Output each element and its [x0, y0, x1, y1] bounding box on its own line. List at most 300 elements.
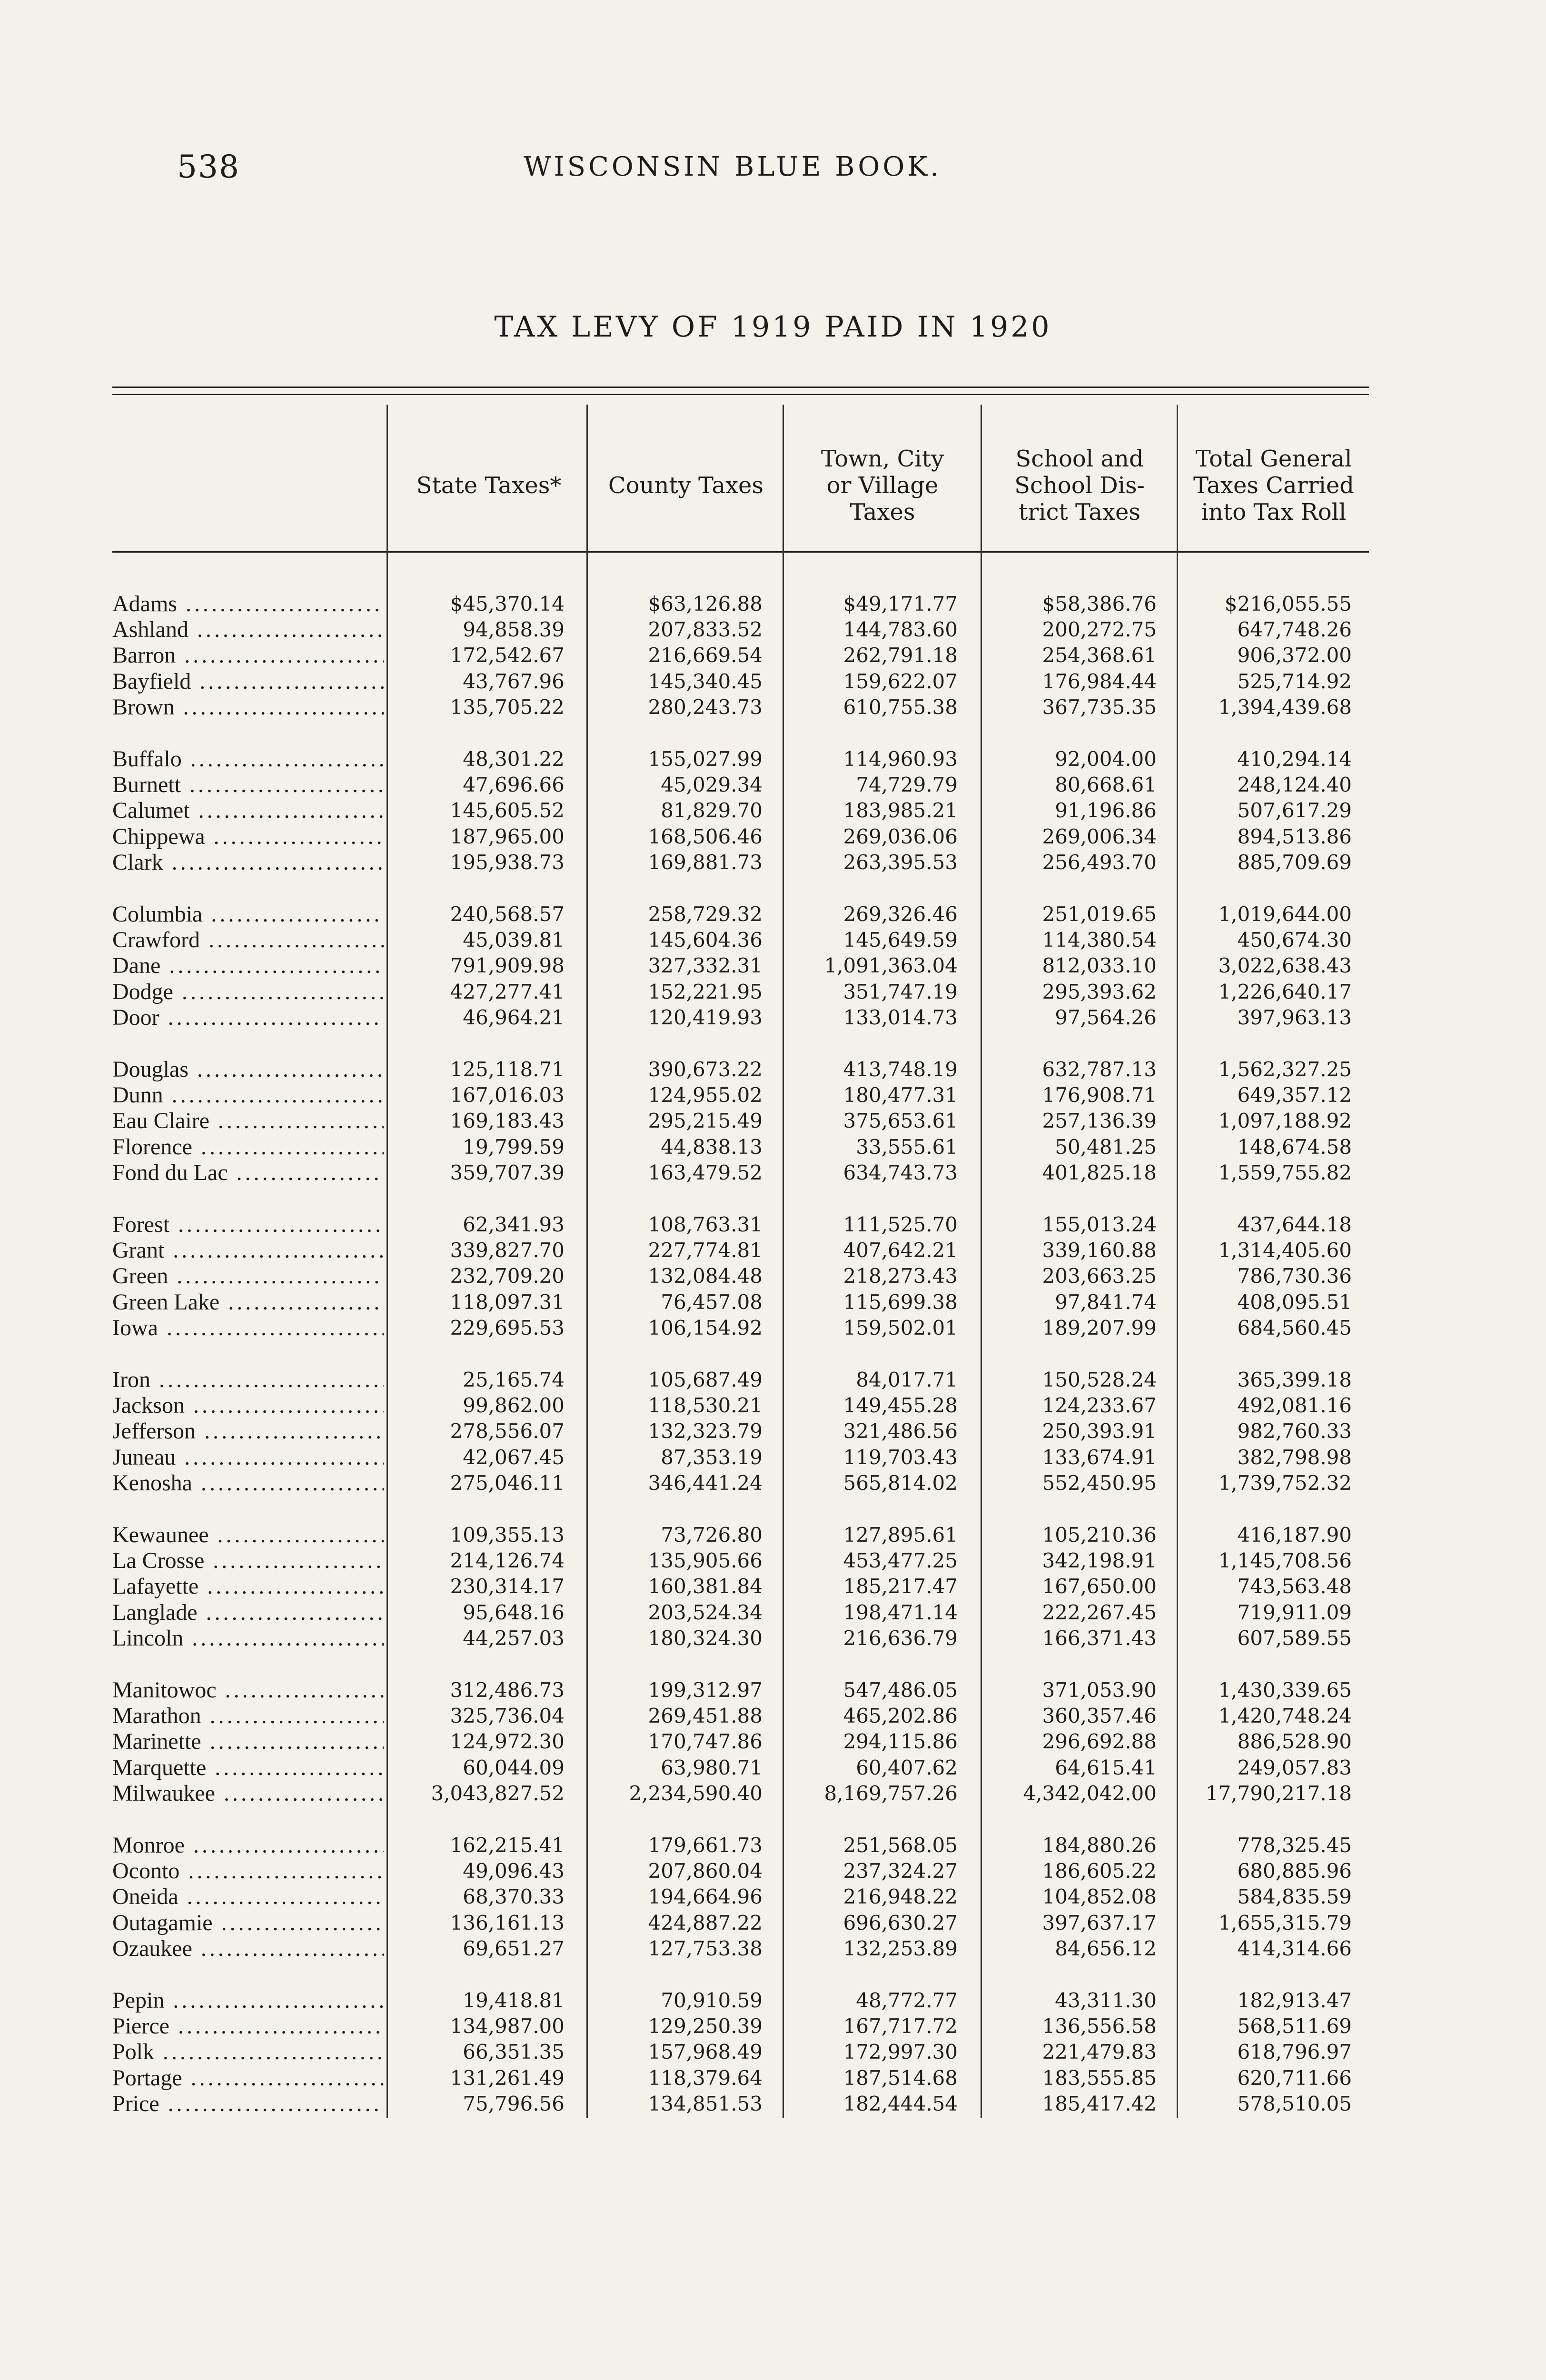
county-name: Jefferson .....	[112, 1418, 384, 1444]
tax-value-cell: 152,221.95	[648, 980, 763, 1003]
tax-value-cell: 45,039.81	[463, 928, 565, 952]
tax-value-cell: 76,457.08	[661, 1290, 763, 1314]
tax-value-cell: 906,372.00	[1237, 644, 1352, 667]
county-name: Jackson .....	[112, 1393, 384, 1418]
tax-value-cell: 1,091,363.04	[824, 954, 958, 978]
tax-value-cell: 134,987.00	[450, 2014, 565, 2038]
tax-value-cell: 97,841.74	[1055, 1290, 1157, 1314]
tax-value-cell: 390,673.22	[648, 1058, 763, 1081]
tax-value-cell: 169,881.73	[648, 850, 763, 874]
tax-value-cell: 170,747.86	[648, 1730, 763, 1754]
table-row	[0, 1134, 1546, 1160]
tax-value-cell: 145,649.59	[843, 928, 958, 952]
tax-value-cell: 568,511.69	[1237, 2014, 1352, 2038]
county-name: Chippewa .....	[112, 824, 384, 850]
tax-value-cell: 325,736.04	[450, 1704, 565, 1728]
tax-value-cell: 275,046.11	[450, 1471, 565, 1495]
tax-value-cell: 578,510.05	[1237, 2092, 1352, 2115]
tax-value-cell: 365,399.18	[1237, 1368, 1352, 1391]
tax-value-cell: 465,202.86	[843, 1704, 958, 1728]
county-name: Lincoln .....	[112, 1626, 384, 1651]
tax-value-cell: 359,707.39	[450, 1160, 565, 1184]
tax-value-cell: 94,858.39	[463, 618, 565, 642]
tax-value-cell: 129,250.39	[648, 2014, 763, 2038]
tax-value-cell: 251,019.65	[1042, 902, 1157, 926]
tax-value-cell: 424,887.22	[648, 1911, 763, 1934]
header-total-general-taxes: Total General Taxes Carried into Tax Roll	[1193, 446, 1354, 526]
header-county-taxes: County Taxes	[608, 472, 764, 499]
county-name: Kewaunee .....	[112, 1522, 384, 1548]
tax-value-cell: 8,169,757.26	[824, 1781, 958, 1805]
county-name: Dunn .....	[112, 1082, 384, 1108]
tax-value-cell: 105,210.36	[1042, 1523, 1157, 1547]
tax-value-cell: 108,763.31	[648, 1213, 763, 1236]
tax-value-cell: 127,895.61	[843, 1523, 958, 1547]
table-row	[0, 1108, 1546, 1134]
tax-value-cell: 295,215.49	[648, 1109, 763, 1133]
tax-value-cell: 33,555.61	[856, 1135, 958, 1159]
tax-value-cell: 886,528.90	[1237, 1730, 1352, 1754]
tax-value-cell: 1,019,644.00	[1218, 902, 1352, 926]
tax-value-cell: 19,418.81	[463, 1989, 565, 2012]
table-row	[0, 1522, 1546, 1548]
tax-value-cell: 227,774.81	[648, 1239, 763, 1262]
tax-value-cell: 127,753.38	[648, 1936, 763, 1960]
header-town-city-village-taxes: Town, City or Village Taxes	[821, 446, 944, 526]
tax-value-cell: 132,253.89	[843, 1936, 958, 1960]
tax-value-cell: 492,081.16	[1237, 1394, 1352, 1418]
table-row	[0, 1289, 1546, 1315]
tax-value-cell: 114,380.54	[1042, 928, 1157, 952]
tax-value-cell: 118,097.31	[450, 1290, 565, 1314]
tax-value-cell: 144,783.60	[843, 618, 958, 642]
tax-value-cell: 187,514.68	[843, 2066, 958, 2090]
tax-value-cell: 375,653.61	[843, 1109, 958, 1133]
county-name: Crawford .....	[112, 927, 384, 953]
tax-value-cell: 135,705.22	[450, 695, 565, 719]
tax-value-cell: 346,441.24	[648, 1471, 763, 1495]
county-name: Dodge .....	[112, 979, 384, 1005]
tax-value-cell: 397,637.17	[1042, 1911, 1157, 1934]
table-row	[0, 1212, 1546, 1238]
county-name: Eau Claire .....	[112, 1108, 384, 1134]
tax-value-cell: 166,371.43	[1042, 1626, 1157, 1650]
tax-value-cell: 48,301.22	[463, 747, 565, 771]
tax-value-cell: 183,985.21	[843, 799, 958, 823]
tax-value-cell: 437,644.18	[1237, 1213, 1352, 1236]
tax-value-cell: 453,477.25	[843, 1549, 958, 1573]
county-name: Green .....	[112, 1263, 384, 1289]
table-row	[0, 2013, 1546, 2039]
tax-value-cell: 91,196.86	[1055, 799, 1157, 823]
tax-value-cell: 74,729.79	[856, 773, 958, 797]
tax-value-cell: 19,799.59	[463, 1135, 565, 1159]
tax-value-cell: 216,948.22	[843, 1885, 958, 1909]
tax-value-cell: 42,067.45	[463, 1445, 565, 1469]
tax-value-cell: 1,559,755.82	[1218, 1160, 1352, 1184]
county-name: Marathon .....	[112, 1703, 384, 1729]
table-row	[0, 643, 1546, 668]
county-name: Iron .....	[112, 1367, 384, 1393]
tax-value-cell: 187,965.00	[450, 824, 565, 848]
tax-value-cell: 133,674.91	[1042, 1445, 1157, 1469]
table-row	[0, 979, 1546, 1005]
county-name: Dane .....	[112, 953, 384, 979]
tax-value-cell: 75,796.56	[463, 2092, 565, 2115]
table-row	[0, 1574, 1546, 1599]
tax-value-cell: 124,955.02	[648, 1083, 763, 1107]
table-row	[0, 1858, 1546, 1884]
tax-value-cell: 1,226,640.17	[1218, 980, 1352, 1003]
table-row	[0, 1315, 1546, 1341]
tax-value-cell: 182,913.47	[1237, 1989, 1352, 2012]
table-row	[0, 1677, 1546, 1703]
tax-value-cell: 60,407.62	[856, 1755, 958, 1779]
tax-value-cell: 172,997.30	[843, 2040, 958, 2064]
tax-value-cell: 132,084.48	[648, 1264, 763, 1288]
table-row	[0, 591, 1546, 617]
running-head: WISCONSIN BLUE BOOK.	[524, 151, 941, 182]
table-row	[0, 1393, 1546, 1418]
table-row	[0, 1367, 1546, 1393]
tax-value-cell: 414,314.66	[1237, 1936, 1352, 1960]
tax-value-cell: 339,160.88	[1042, 1239, 1157, 1262]
tax-value-cell: 507,617.29	[1237, 799, 1352, 823]
tax-value-cell: 46,964.21	[463, 1005, 565, 1029]
table-row	[0, 1263, 1546, 1289]
tax-value-cell: 185,217.47	[843, 1575, 958, 1598]
tax-value-cell: 1,430,339.65	[1218, 1678, 1352, 1702]
tax-value-cell: 885,709.69	[1237, 850, 1352, 874]
tax-value-cell: 115,699.38	[843, 1290, 958, 1314]
page-number: 538	[177, 149, 240, 185]
tax-value-cell: 416,187.90	[1237, 1523, 1352, 1547]
tax-value-cell: 167,650.00	[1042, 1575, 1157, 1598]
tax-value-cell: 43,311.30	[1055, 1989, 1157, 2012]
tax-value-cell: 49,096.43	[463, 1859, 565, 1883]
tax-value-cell: 327,332.31	[648, 954, 763, 978]
tax-value-cell: 125,118.71	[450, 1058, 565, 1081]
tax-value-cell: 339,827.70	[450, 1239, 565, 1262]
tax-value-cell: 647,748.26	[1237, 618, 1352, 642]
tax-value-cell: $216,055.55	[1224, 592, 1352, 615]
tax-value-cell: 198,471.14	[843, 1600, 958, 1624]
tax-value-cell: 25,165.74	[463, 1368, 565, 1391]
tax-value-cell: 295,393.62	[1042, 980, 1157, 1003]
table-row	[0, 1833, 1546, 1858]
tax-value-cell: 203,663.25	[1042, 1264, 1157, 1288]
tax-value-cell: 185,417.42	[1042, 2092, 1157, 2115]
tax-value-cell: 80,668.61	[1055, 773, 1157, 797]
tax-value-cell: 610,755.38	[843, 695, 958, 719]
county-name: Oneida .....	[112, 1884, 384, 1910]
county-name: Florence .....	[112, 1134, 384, 1160]
tax-value-cell: 132,323.79	[648, 1419, 763, 1443]
tax-value-cell: 618,796.97	[1237, 2040, 1352, 2064]
tax-value-cell: 258,729.32	[648, 902, 763, 926]
tax-value-cell: 257,136.39	[1042, 1109, 1157, 1133]
tax-value-cell: 680,885.96	[1237, 1859, 1352, 1883]
tax-value-cell: 280,243.73	[648, 695, 763, 719]
tax-value-cell: 45,029.34	[661, 773, 763, 797]
tax-value-cell: 1,314,405.60	[1218, 1239, 1352, 1262]
tax-value-cell: 199,312.97	[648, 1678, 763, 1702]
tax-value-cell: 104,852.08	[1042, 1885, 1157, 1909]
tax-value-cell: 4,342,042.00	[1023, 1781, 1157, 1805]
table-row	[0, 617, 1546, 643]
tax-value-cell: 145,340.45	[648, 669, 763, 693]
table-row	[0, 1703, 1546, 1729]
tax-value-cell: $49,171.77	[843, 592, 958, 615]
tax-value-cell: 812,033.10	[1042, 954, 1157, 978]
tax-value-cell: 791,909.98	[450, 954, 565, 978]
tax-value-cell: 118,530.21	[648, 1394, 763, 1418]
tax-value-cell: 410,294.14	[1237, 747, 1352, 771]
tax-value-cell: 149,455.28	[843, 1394, 958, 1418]
county-name: Langlade .....	[112, 1600, 384, 1626]
tax-value-cell: 207,860.04	[648, 1859, 763, 1883]
top-rule-2	[112, 394, 1369, 395]
tax-value-cell: 214,126.74	[450, 1549, 565, 1573]
tax-value-cell: 183,555.85	[1042, 2066, 1157, 2090]
table-row	[0, 772, 1546, 798]
tax-value-cell: 176,984.44	[1042, 669, 1157, 693]
tax-value-cell: 312,486.73	[450, 1678, 565, 1702]
tax-value-cell: 218,273.43	[843, 1264, 958, 1288]
tax-value-cell: 124,972.30	[450, 1730, 565, 1754]
tax-value-cell: 248,124.40	[1237, 773, 1352, 797]
table-row	[0, 1418, 1546, 1444]
tax-value-cell: 155,027.99	[648, 747, 763, 771]
tax-value-cell: 114,960.93	[843, 747, 958, 771]
tax-value-cell: 184,880.26	[1042, 1834, 1157, 1857]
tax-value-cell: 160,381.84	[648, 1575, 763, 1598]
county-name: Lafayette .....	[112, 1574, 384, 1599]
tax-value-cell: 250,393.91	[1042, 1419, 1157, 1443]
county-name: Douglas .....	[112, 1057, 384, 1082]
tax-value-cell: 3,022,638.43	[1218, 954, 1352, 978]
tax-value-cell: 3,043,827.52	[431, 1781, 565, 1805]
county-name: Marquette .....	[112, 1755, 384, 1781]
tax-value-cell: 1,394,439.68	[1218, 695, 1352, 719]
tax-value-cell: 179,661.73	[648, 1834, 763, 1857]
tax-value-cell: 216,636.79	[843, 1626, 958, 1650]
tax-value-cell: 232,709.20	[450, 1264, 565, 1288]
table-row	[0, 1755, 1546, 1781]
table-row	[0, 1729, 1546, 1755]
tax-value-cell: $58,386.76	[1042, 592, 1157, 615]
county-name: Milwaukee .....	[112, 1781, 384, 1806]
tax-value-cell: 525,714.92	[1237, 669, 1352, 693]
tax-value-cell: 360,357.46	[1042, 1704, 1157, 1728]
table-row	[0, 1936, 1546, 1962]
tax-value-cell: 427,277.41	[450, 980, 565, 1003]
header-state-taxes: State Taxes*	[416, 472, 562, 499]
tax-value-cell: 256,493.70	[1042, 850, 1157, 874]
tax-value-cell: 894,513.86	[1237, 824, 1352, 848]
tax-value-cell: 120,419.93	[648, 1005, 763, 1029]
tax-value-cell: 105,687.49	[648, 1368, 763, 1391]
tax-value-cell: 982,760.33	[1237, 1419, 1352, 1443]
tax-value-cell: 397,963.13	[1237, 1005, 1352, 1029]
tax-value-cell: 157,968.49	[648, 2040, 763, 2064]
tax-value-cell: 136,556.58	[1042, 2014, 1157, 2038]
tax-value-cell: 180,324.30	[648, 1626, 763, 1650]
tax-value-cell: 321,486.56	[843, 1419, 958, 1443]
county-name: Fond du Lac .....	[112, 1160, 384, 1186]
tax-value-cell: 162,215.41	[450, 1834, 565, 1857]
tax-value-cell: 649,357.12	[1237, 1083, 1352, 1107]
table-row	[0, 1238, 1546, 1263]
tax-value-cell: 254,368.61	[1042, 644, 1157, 667]
table-row	[0, 1005, 1546, 1031]
county-name: Forest .....	[112, 1212, 384, 1238]
tax-value-cell: 145,604.36	[648, 928, 763, 952]
county-name: Juneau .....	[112, 1445, 384, 1470]
tax-value-cell: 69,651.27	[463, 1936, 565, 1960]
tax-value-cell: 269,036.06	[843, 824, 958, 848]
county-name: Iowa .....	[112, 1315, 384, 1341]
tax-value-cell: 134,851.53	[648, 2092, 763, 2115]
tax-value-cell: 203,524.34	[648, 1600, 763, 1624]
county-name: La Crosse .....	[112, 1548, 384, 1574]
tax-value-cell: 44,257.03	[463, 1626, 565, 1650]
tax-value-cell: 167,717.72	[843, 2014, 958, 2038]
table-row	[0, 2039, 1546, 2065]
tax-value-cell: 1,655,315.79	[1218, 1911, 1352, 1934]
tax-value-cell: 176,908.71	[1042, 1083, 1157, 1107]
table-title	[0, 310, 1546, 344]
county-name: Grant .....	[112, 1238, 384, 1263]
table-row	[0, 798, 1546, 823]
tax-value-cell: 155,013.24	[1042, 1213, 1157, 1236]
table-row	[0, 2091, 1546, 2117]
tax-value-cell: 407,642.21	[843, 1239, 958, 1262]
table-row	[0, 746, 1546, 772]
tax-value-cell: 547,486.05	[843, 1678, 958, 1702]
table-row	[0, 1082, 1546, 1108]
county-name: Kenosha .....	[112, 1470, 384, 1496]
header-school-district-taxes: School and School Dis- trict Taxes	[1014, 446, 1145, 526]
table-row	[0, 1548, 1546, 1574]
tax-value-cell: 251,568.05	[843, 1834, 958, 1857]
tax-value-cell: 133,014.73	[843, 1005, 958, 1029]
top-rule-1	[112, 387, 1369, 388]
tax-value-cell: 194,664.96	[648, 1885, 763, 1909]
tax-value-cell: 167,016.03	[450, 1083, 565, 1107]
county-name: Green Lake .....	[112, 1289, 384, 1315]
tax-value-cell: 64,615.41	[1055, 1755, 1157, 1779]
tax-value-cell: 719,911.09	[1237, 1600, 1352, 1624]
tax-value-cell: 159,622.07	[843, 669, 958, 693]
county-name: Brown .....	[112, 694, 384, 720]
tax-value-cell: 84,017.71	[856, 1368, 958, 1391]
tax-value-cell: 1,145,708.56	[1218, 1549, 1352, 1573]
tax-value-cell: 106,154.92	[648, 1316, 763, 1339]
table-row	[0, 1600, 1546, 1626]
tax-value-cell: 124,233.67	[1042, 1394, 1157, 1418]
table-row	[0, 953, 1546, 979]
tax-value-cell: 62,341.93	[463, 1213, 565, 1236]
tax-value-cell: 237,324.27	[843, 1859, 958, 1883]
tax-value-cell: 182,444.54	[843, 2092, 958, 2115]
tax-value-cell: 1,739,752.32	[1218, 1471, 1352, 1495]
table-row	[0, 1781, 1546, 1806]
county-name: Oconto .....	[112, 1858, 384, 1884]
tax-value-cell: 221,479.83	[1042, 2040, 1157, 2064]
tax-value-cell: 222,267.45	[1042, 1600, 1157, 1624]
tax-value-cell: 408,095.51	[1237, 1290, 1352, 1314]
county-name: Ozaukee .....	[112, 1936, 384, 1962]
table-row	[0, 1160, 1546, 1186]
county-name: Pepin .....	[112, 1988, 384, 2013]
county-name: Marinette .....	[112, 1729, 384, 1755]
tax-value-cell: 263,395.53	[843, 850, 958, 874]
table-row	[0, 669, 1546, 694]
tax-value-cell: 382,798.98	[1237, 1445, 1352, 1469]
county-name: Columbia .....	[112, 902, 384, 927]
table-row	[0, 824, 1546, 850]
tax-value-cell: 68,370.33	[463, 1885, 565, 1909]
tax-value-cell: 99,862.00	[463, 1394, 565, 1418]
tax-value-cell: 135,905.66	[648, 1549, 763, 1573]
tax-value-cell: 1,562,327.25	[1218, 1058, 1352, 1081]
tax-value-cell: 269,326.46	[843, 902, 958, 926]
tax-value-cell: 43,767.96	[463, 669, 565, 693]
county-name: Bayfield .....	[112, 669, 384, 694]
county-name: Ashland .....	[112, 617, 384, 643]
tax-value-cell: 552,450.95	[1042, 1471, 1157, 1495]
tax-value-cell: 450,674.30	[1237, 928, 1352, 952]
table-title-prefix: TAX LEVY OF	[494, 310, 720, 344]
county-name: Calumet .....	[112, 798, 384, 823]
county-name: Outagamie .....	[112, 1910, 384, 1936]
county-name: Pierce .....	[112, 2013, 384, 2039]
tax-value-cell: 684,560.45	[1237, 1316, 1352, 1339]
tax-value-cell: 216,669.54	[648, 644, 763, 667]
table-row	[0, 1910, 1546, 1936]
county-name: Polk .....	[112, 2039, 384, 2065]
tax-value-cell: 351,747.19	[843, 980, 958, 1003]
tax-value-cell: $45,370.14	[450, 592, 565, 615]
tax-value-cell: 401,825.18	[1042, 1160, 1157, 1184]
tax-value-cell: 207,833.52	[648, 618, 763, 642]
table-row	[0, 694, 1546, 720]
tax-value-cell: 342,198.91	[1042, 1549, 1157, 1573]
tax-value-cell: 584,835.59	[1237, 1885, 1352, 1909]
tax-value-cell: 84,656.12	[1055, 1936, 1157, 1960]
county-name: Portage .....	[112, 2065, 384, 2091]
table-row	[0, 1470, 1546, 1496]
county-name: Buffalo .....	[112, 746, 384, 772]
tax-value-cell: 44,838.13	[661, 1135, 763, 1159]
county-name: Price .....	[112, 2091, 384, 2117]
tax-value-cell: 111,525.70	[843, 1213, 958, 1236]
county-name: Door .....	[112, 1005, 384, 1031]
tax-value-cell: 81,829.70	[661, 799, 763, 823]
table-row	[0, 1884, 1546, 1910]
table-row	[0, 1445, 1546, 1470]
tax-value-cell: 1,097,188.92	[1218, 1109, 1352, 1133]
county-name: Burnett .....	[112, 772, 384, 798]
table-row	[0, 1057, 1546, 1082]
tax-value-cell: 169,183.43	[450, 1109, 565, 1133]
tax-value-cell: 180,477.31	[843, 1083, 958, 1107]
table-row	[0, 1626, 1546, 1651]
tax-value-cell: 262,791.18	[843, 644, 958, 667]
tax-value-cell: 778,325.45	[1237, 1834, 1352, 1857]
table-row	[0, 927, 1546, 953]
